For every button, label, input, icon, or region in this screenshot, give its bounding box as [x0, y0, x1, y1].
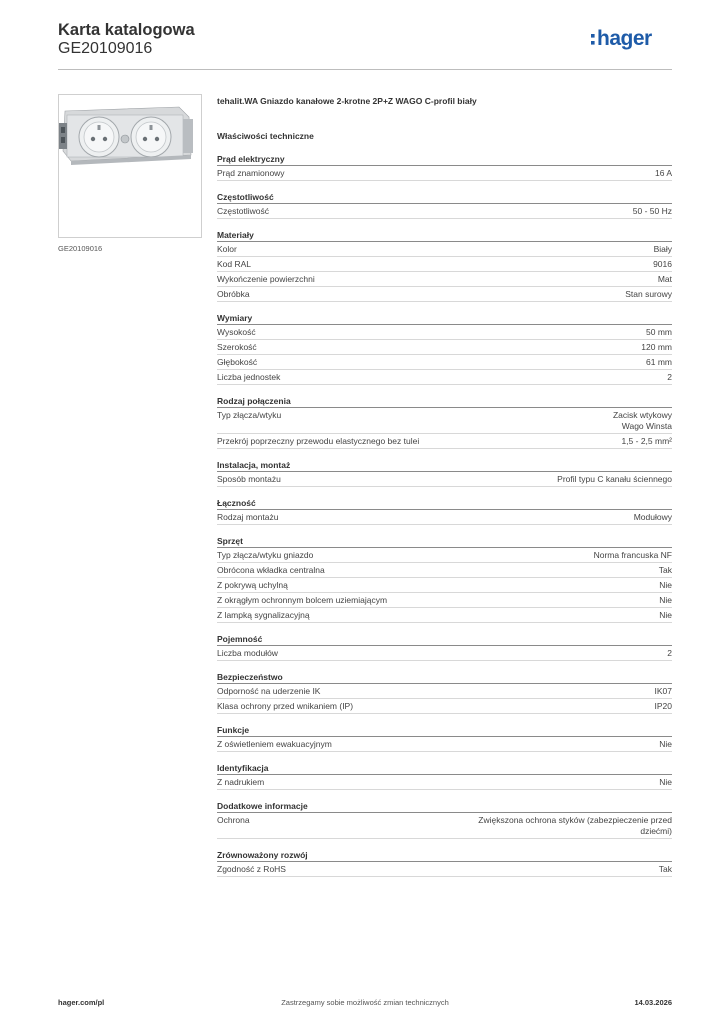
section-title: Identyfikacja: [217, 762, 672, 775]
spec-section: [217, 312, 672, 385]
spec-label: Przekrój poprzeczny przewodu elastycznego bez tulei: [217, 436, 420, 446]
spec-value: IP20: [654, 701, 672, 711]
spec-value: 61 mm: [646, 357, 672, 367]
spec-value: 50 - 50 Hz: [632, 206, 672, 216]
spec-row: [217, 593, 672, 608]
section-title: Wymiary: [217, 312, 672, 325]
spec-section: [217, 535, 672, 623]
product-code: GE20109016: [58, 40, 153, 57]
spec-section: [217, 229, 672, 302]
spec-value: 16 A: [654, 168, 672, 178]
spec-label: Prąd znamionowy: [217, 168, 285, 178]
spec-value: Zacisk wtykowy Wago Winsta: [612, 410, 672, 431]
spec-label: Odporność na uderzenie IK: [217, 686, 321, 696]
spec-row: [217, 646, 672, 661]
product-photo: [58, 94, 202, 238]
section-title: Instalacja, montaż: [217, 459, 672, 472]
spec-value: Tak: [658, 864, 672, 874]
spec-label: Wysokość: [217, 327, 256, 337]
spec-value: IK07: [654, 686, 672, 696]
spec-row: [217, 699, 672, 714]
spec-value: Zwiększona ochrona styków (zabezpieczenie przed dziećmi): [478, 815, 672, 836]
spec-row: [217, 578, 672, 593]
footer-disclaimer: Zastrzegamy sobie możliwość zmian technicznych: [281, 998, 449, 1007]
spec-value: Nie: [659, 610, 672, 620]
spec-value: Nie: [659, 595, 672, 605]
section-title: Dodatkowe informacje: [217, 800, 672, 813]
spec-value: Nie: [659, 580, 672, 590]
spec-value: Nie: [659, 777, 672, 787]
spec-section: [217, 762, 672, 790]
spec-row: [217, 166, 672, 181]
socket-illustration: [59, 95, 201, 237]
spec-label: Z oświetleniem ewakuacyjnym: [217, 739, 332, 749]
spec-label: Z lampką sygnalizacyjną: [217, 610, 310, 620]
spec-label: Kolor: [217, 244, 237, 254]
spec-row: [217, 287, 672, 302]
spec-label: Obróbka: [217, 289, 250, 299]
page-title: Karta katalogowa: [58, 21, 195, 39]
spec-label: Szerokość: [217, 342, 257, 352]
spec-section: [217, 395, 672, 449]
section-title: Częstotliwość: [217, 191, 672, 204]
spec-section: [217, 191, 672, 219]
spec-label: Zgodność z RoHS: [217, 864, 286, 874]
spec-row: [217, 408, 672, 434]
section-title: Pojemność: [217, 633, 672, 646]
spec-label: Sposób montażu: [217, 474, 281, 484]
spec-row: [217, 684, 672, 699]
spec-row: [217, 242, 672, 257]
spec-section: [217, 671, 672, 714]
spec-row: [217, 370, 672, 385]
header-divider: [58, 69, 672, 70]
spec-value: Nie: [659, 739, 672, 749]
properties-heading: Właściwości techniczne: [217, 131, 314, 141]
spec-value: 120 mm: [641, 342, 672, 352]
spec-row: [217, 272, 672, 287]
spec-label: Częstotliwość: [217, 206, 269, 216]
spec-value: Biały: [653, 244, 672, 254]
spec-label: Ochrona: [217, 815, 250, 825]
spec-label: Kod RAL: [217, 259, 252, 269]
spec-section: [217, 849, 672, 877]
spec-label: Liczba jednostek: [217, 372, 281, 382]
logo-dot-bottom: [591, 41, 595, 45]
section-title: Zrównoważony rozwój: [217, 849, 672, 862]
spec-label: Z nadrukiem: [217, 777, 265, 787]
spec-row: [217, 355, 672, 370]
spec-row: [217, 257, 672, 272]
spec-label: Typ złącza/wtyku: [217, 410, 282, 420]
logo-dot-top: [591, 34, 595, 38]
spec-row: [217, 737, 672, 752]
section-title: Rodzaj połączenia: [217, 395, 672, 408]
spec-label: Rodzaj montażu: [217, 512, 279, 522]
spec-row: [217, 325, 672, 340]
spec-label: Głębokość: [217, 357, 258, 367]
spec-label: Klasa ochrony przed wnikaniem (IP): [217, 701, 354, 711]
section-title: Łączność: [217, 497, 672, 510]
spec-value: 2: [667, 372, 672, 382]
spec-value: Tak: [658, 565, 672, 575]
spec-value: 1,5 - 2,5 mm²: [621, 436, 672, 446]
spec-value: Profil typu C kanału ściennego: [557, 474, 672, 484]
spec-row: [217, 608, 672, 623]
spec-row: [217, 775, 672, 790]
page-header: [58, 20, 672, 68]
spec-row: [217, 510, 672, 525]
spec-row: [217, 862, 672, 877]
spec-section: [217, 153, 672, 181]
logo-text: hager: [597, 27, 652, 50]
spec-section: [217, 633, 672, 661]
spec-section: [217, 724, 672, 752]
section-title: Funkcje: [217, 724, 672, 737]
hager-logo: [590, 26, 672, 52]
spec-row: [217, 472, 672, 487]
section-title: Prąd elektryczny: [217, 153, 672, 166]
spec-label: Liczba modułów: [217, 648, 278, 658]
spec-value: Modułowy: [633, 512, 672, 522]
spec-section: [217, 497, 672, 525]
spec-content: [217, 94, 672, 877]
section-title: Materiały: [217, 229, 672, 242]
spec-row: [217, 563, 672, 578]
footer-website: hager.com/pl: [58, 998, 105, 1007]
spec-label: Z pokrywą uchylną: [217, 580, 288, 590]
section-title: Sprzęt: [217, 535, 672, 548]
spec-row: [217, 204, 672, 219]
spec-section: [217, 459, 672, 487]
photo-caption: GE20109016: [58, 244, 103, 253]
spec-value: Stan surowy: [625, 289, 672, 299]
spec-label: Z okrągłym ochronnym bolcem uziemiającym: [217, 595, 388, 605]
footer-date: 14.03.2026: [634, 998, 672, 1007]
spec-value: 9016: [653, 259, 672, 269]
spec-label: Obrócona wkładka centralna: [217, 565, 325, 575]
spec-value: 2: [667, 648, 672, 658]
spec-label: Typ złącza/wtyku gniazdo: [217, 550, 314, 560]
spec-value: Norma francuska NF: [593, 550, 672, 560]
product-name: tehalit.WA Gniazdo kanałowe 2-krotne 2P+Z WAGO C-profil biały: [217, 96, 477, 106]
spec-row: [217, 548, 672, 563]
spec-row: [217, 340, 672, 355]
spec-label: Wykończenie powierzchni: [217, 274, 315, 284]
spec-row: [217, 813, 672, 839]
spec-value: Mat: [657, 274, 672, 284]
spec-sections: [217, 153, 672, 877]
spec-row: [217, 434, 672, 449]
section-title: Bezpieczeństwo: [217, 671, 672, 684]
spec-value: 50 mm: [646, 327, 672, 337]
spec-section: [217, 800, 672, 839]
